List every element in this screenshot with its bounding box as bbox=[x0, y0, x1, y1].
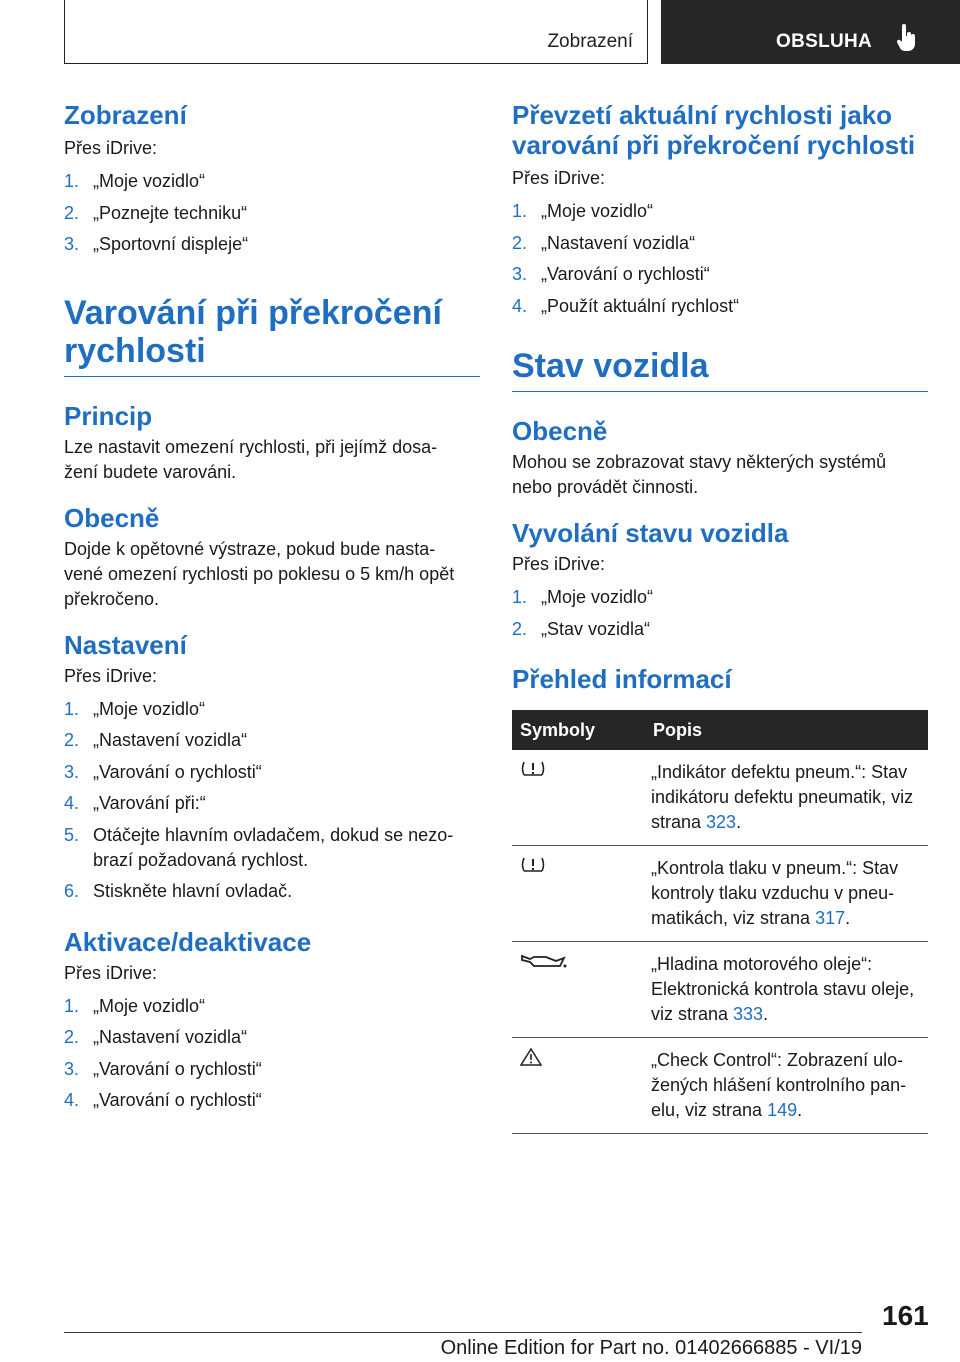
intro-text: Přes iDrive: bbox=[512, 554, 606, 574]
list-item: 2. „Nastavení vozidla“ bbox=[512, 232, 696, 253]
list-item: 2. „Nastavení vozidla“ bbox=[64, 1027, 248, 1047]
header-chapter-title: OBSLUHA bbox=[776, 31, 873, 52]
list-item: 1. „Moje vozidlo“ bbox=[64, 171, 206, 191]
list-item: 6. Stiskněte hlavní ovladač. bbox=[64, 881, 293, 901]
table-row: „Hladina motorového oleje“: Elektronická kontrola stavu oleje, viz strana 333. bbox=[512, 942, 928, 1038]
left-column bbox=[64, 100, 480, 1120]
list-item: 5. Otáčejte hlavním ovladačem, dokud se nezo- brazí požadovaná rychlost. bbox=[64, 824, 454, 870]
page-link[interactable]: 333 bbox=[733, 1004, 764, 1024]
list-item: 3. „Sportovní displeje“ bbox=[64, 234, 249, 254]
paragraph: Mohou se zobrazovat stavy některých systémů nebo provádět činnosti. bbox=[512, 452, 887, 497]
list-item: 4. „Varování při:“ bbox=[64, 793, 206, 813]
header-section-title: Zobrazení bbox=[547, 31, 633, 52]
chapter-title-stav-vozidla: Stav vozidla bbox=[512, 347, 928, 392]
table-header-description: Popis bbox=[645, 710, 928, 750]
page-number: 161 bbox=[882, 1300, 929, 1331]
list-item: 1. „Moje vozidlo“ bbox=[64, 995, 206, 1016]
warning-triangle-icon bbox=[520, 1048, 542, 1066]
steps-list bbox=[512, 585, 928, 642]
list-item: 1. „Moje vozidlo“ bbox=[512, 201, 654, 221]
list-item: 2. „Stav vozidla“ bbox=[512, 618, 651, 639]
header-chapter-box bbox=[661, 0, 960, 64]
list-item: 1. „Moje vozidlo“ bbox=[64, 698, 206, 719]
list-item: 2. „Nastavení vozidla“ bbox=[64, 730, 248, 750]
header-section-box bbox=[64, 0, 648, 64]
intro-text: Přes iDrive: bbox=[64, 665, 158, 686]
footer-divider bbox=[64, 1332, 862, 1333]
section-title-prevzeti: Převzetí aktuální rychlosti jako varování při překročení rychlosti bbox=[512, 100, 916, 160]
list-item: 1. „Moje vozidlo“ bbox=[512, 587, 654, 607]
footer-text: Online Edition for Part no. 01402666885 - VI/19 bbox=[440, 1337, 862, 1359]
right-column bbox=[512, 100, 928, 1134]
paragraph: Dojde k opětovné výstraze, pokud bude nasta- vené omezení rychlosti po poklesu o 5 km/h opět překročeno. bbox=[64, 538, 455, 609]
list-item: 2. „Poznejte techniku“ bbox=[64, 202, 248, 223]
oil-can-icon bbox=[520, 952, 568, 970]
section-title-aktivace: Aktivace/deaktivace bbox=[64, 926, 312, 957]
table-row: „Check Control“: Zobrazení ulo- žených hlášení kontrolního pan- elu, viz strana 149. bbox=[512, 1038, 928, 1134]
list-item: 4. „Použít aktuální rychlost“ bbox=[512, 295, 740, 316]
section-title-obecne: Obecně bbox=[64, 502, 160, 533]
section-title-zobrazeni: Zobrazení bbox=[64, 100, 187, 130]
tire-pressure-control-icon bbox=[520, 856, 546, 874]
table-row: „Kontrola tlaku v pneum.“: Stav kontroly tlaku vzduchu v pneu- matikách, viz strana 317. bbox=[512, 846, 928, 942]
chapter-title-varovani: Varování při překročení rychlosti bbox=[64, 294, 480, 377]
section-title-vyvolani: Vyvolání stavu vozidla bbox=[512, 518, 789, 548]
list-item: 3. „Varování o rychlosti“ bbox=[512, 264, 710, 284]
table-row: „Indikátor defektu pneum.“: Stav indikátoru defektu pneumatik, viz strana 323. bbox=[512, 750, 928, 846]
hand-pointer-icon bbox=[896, 24, 918, 52]
paragraph: Lze nastavit omezení rychlosti, při jejímž dosa- žení budete varováni. bbox=[64, 436, 438, 482]
page-link[interactable]: 317 bbox=[815, 908, 846, 928]
page-link[interactable]: 323 bbox=[706, 812, 737, 832]
section-title-nastaveni: Nastavení bbox=[64, 629, 187, 660]
symbols-table bbox=[512, 710, 928, 1134]
intro-text: Přes iDrive: bbox=[64, 962, 158, 983]
page-link[interactable]: 149 bbox=[767, 1100, 798, 1120]
list-item: 3. „Varování o rychlosti“ bbox=[64, 761, 262, 782]
intro-text: Přes iDrive: bbox=[512, 168, 606, 188]
tire-pressure-warning-icon bbox=[520, 760, 546, 778]
list-item: 3. „Varování o rychlosti“ bbox=[64, 1058, 262, 1079]
table-header-symbols: Symboly bbox=[512, 710, 645, 750]
intro-text: Přes iDrive: bbox=[64, 138, 158, 158]
steps-list bbox=[512, 199, 928, 319]
section-title-prehled: Přehled informací bbox=[512, 664, 732, 694]
steps-list bbox=[64, 994, 480, 1114]
section-title-obecne: Obecně bbox=[512, 416, 608, 446]
steps-list bbox=[64, 169, 480, 257]
list-item: 4. „Varování o rychlosti“ bbox=[64, 1090, 262, 1110]
steps-list bbox=[64, 697, 480, 905]
section-title-princip: Princip bbox=[64, 400, 153, 431]
